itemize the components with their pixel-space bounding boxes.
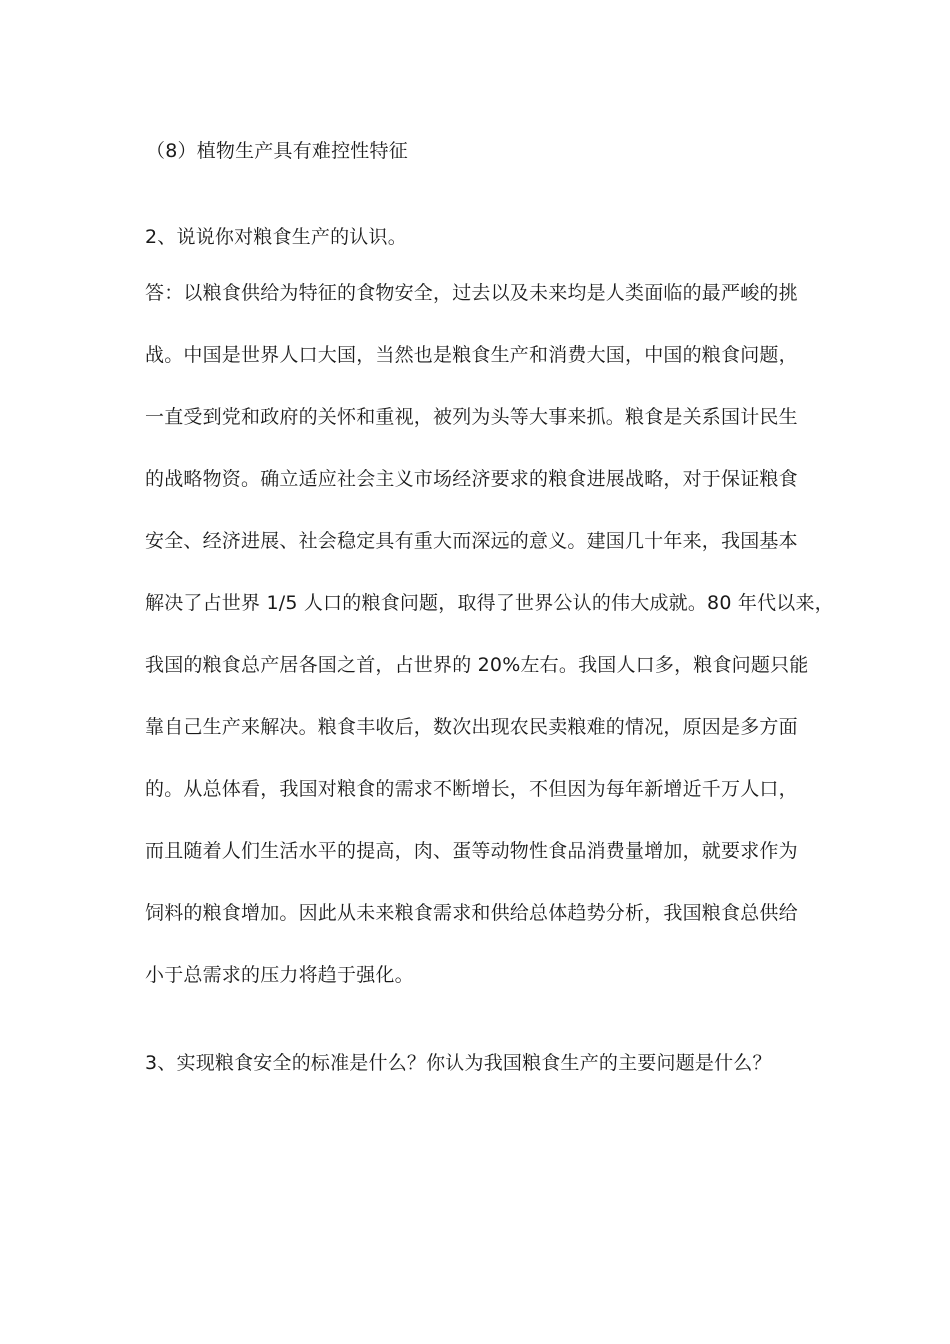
answer-line: 我国的粮食总产居各国之首，占世界的 20%左右。我国人口多，粮食问题只能 xyxy=(145,654,809,676)
answer-line: 饲料的粮食增加。因此从未来粮食需求和供给总体趋势分析，我国粮食总供给 xyxy=(145,902,798,924)
answer-line: 战。中国是世界人口大国，当然也是粮食生产和消费大国，中国的粮食问题， xyxy=(145,344,798,366)
answer-line: 安全、经济进展、社会稳定具有重大而深远的意义。建国几十年来，我国基本 xyxy=(145,530,798,552)
question-3: 3、实现粮食安全的标准是什么？你认为我国粮食生产的主要问题是什么？ xyxy=(145,1052,772,1074)
answer-line: 靠自己生产来解决。粮食丰收后，数次出现农民卖粮难的情况，原因是多方面 xyxy=(145,716,798,738)
question-2: 2、说说你对粮食生产的认识。 xyxy=(145,226,407,248)
list-item-8: （8）植物生产具有难控性特征 xyxy=(146,140,408,162)
answer-line: 小于总需求的压力将趋于强化。 xyxy=(145,964,414,986)
answer-line: 的战略物资。确立适应社会主义市场经济要求的粮食进展战略，对于保证粮食 xyxy=(145,468,798,490)
answer-line: 解决了占世界 1/5 人口的粮食问题，取得了世界公认的伟大成就。80 年代以来， xyxy=(145,592,834,614)
answer-line: 答：以粮食供给为特征的食物安全，过去以及未来均是人类面临的最严峻的挑 xyxy=(145,282,798,304)
answer-line: 的。从总体看，我国对粮食的需求不断增长，不但因为每年新增近千万人口， xyxy=(145,778,798,800)
answer-line: 一直受到党和政府的关怀和重视，被列为头等大事来抓。粮食是关系国计民生 xyxy=(145,406,798,428)
answer-line: 而且随着人们生活水平的提高，肉、蛋等动物性食品消费量增加，就要求作为 xyxy=(145,840,798,862)
